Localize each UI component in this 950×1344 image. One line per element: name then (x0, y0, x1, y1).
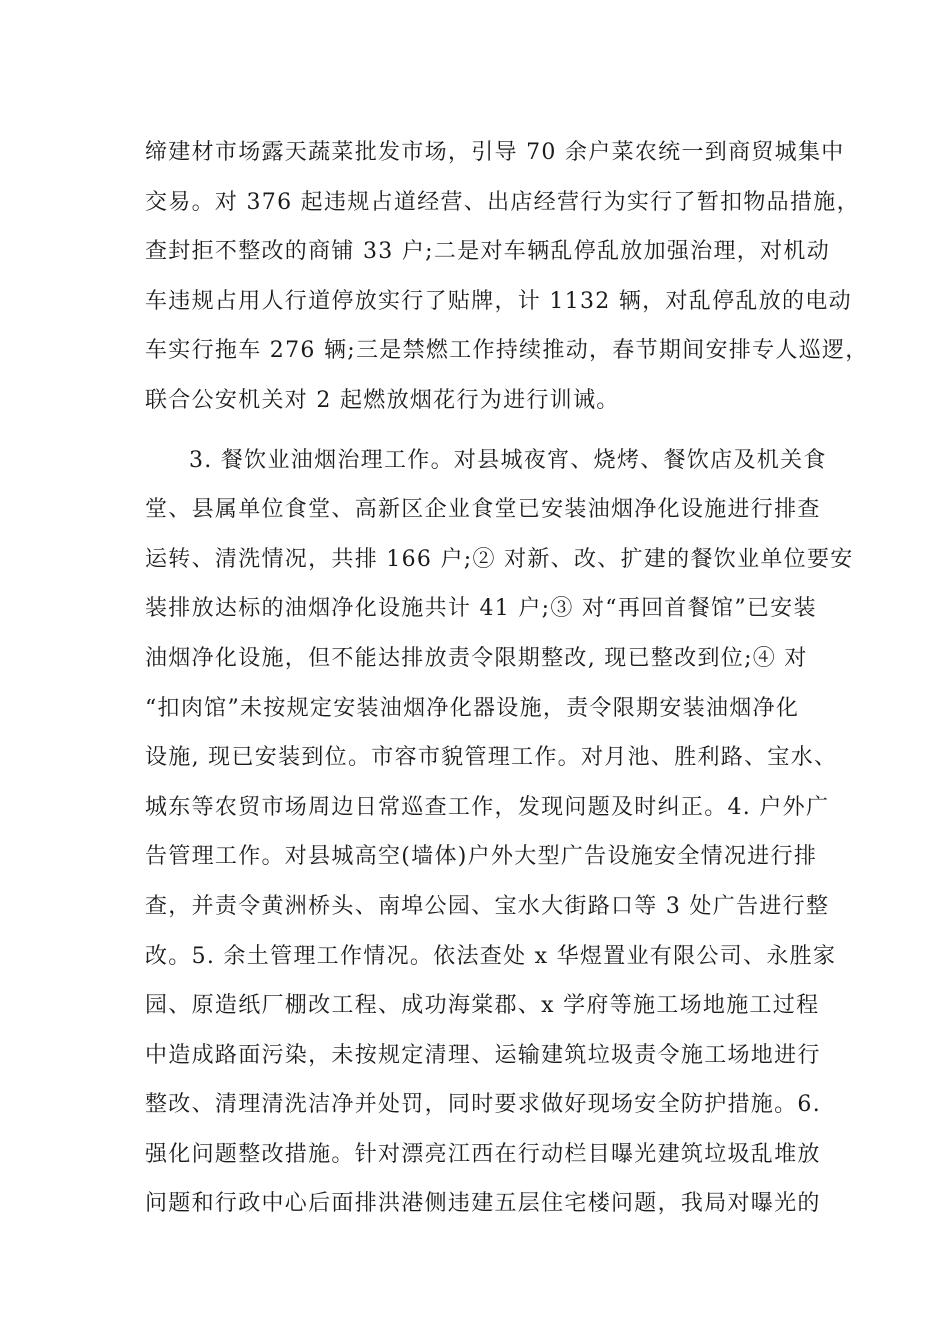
paragraph-2 (145, 436, 854, 1230)
text-line: 装排放达标的油烟净化设施共计 41 户;③ 对“再回首餐馆”已安装 (145, 596, 817, 622)
paragraph-1 (145, 128, 869, 426)
text-line: 堂、县属单位食堂、高新区企业食堂已安装油烟净化设施进行排查 (145, 497, 821, 523)
text-line: 缔建材市场露天蔬菜批发市场，引导 70 余户菜农统一到商贸城集中 (145, 140, 845, 165)
text-line: 问题和行政中心后面排洪港侧违建五层住宅楼问题，我局对曝光的 (145, 1191, 821, 1217)
text-line: 油烟净化设施，但不能达排放责令限期整改, 现已整改到位;④ 对 (145, 645, 808, 671)
text-line: 中造成路面污染，未按规定清理、运输建筑垃圾责令施工场地进行 (145, 1042, 821, 1068)
text-line: 设施, 现已安装到位。市容市貌管理工作。对月池、胜利路、宝水、 (145, 745, 838, 771)
text-line: 运转、清洗情况，共排 166 户;② 对新、改、扩建的餐饮业单位要安 (145, 546, 854, 572)
text-line: 车违规占用人行道停放实行了贴牌，计 1132 辆，对乱停乱放的电动 (145, 288, 852, 314)
document-body (145, 128, 869, 1229)
text-line: 车实行拖车 276 辆;三是禁燃工作持续推动，春节期间安排专人巡逻， (145, 338, 869, 364)
text-line: 联合公安机关对 2 起燃放烟花行为进行训诫。 (145, 387, 620, 413)
text-line: 园、原造纸厂棚改工程、成功海棠郡、x 学府等施工场地施工过程 (145, 993, 820, 1019)
text-line: 告管理工作。对县城高空(墙体)户外大型广告设施安全情况进行排 (145, 844, 818, 870)
text-line: 查封拒不整改的商铺 33 户;二是对车辆乱停乱放加强治理，对机动 (145, 239, 830, 265)
text-line: 交易。对 376 起违规占道经营、出店经营行为实行了暂扣物品措施， (145, 189, 860, 215)
text-line: 改。5. 余土管理工作情况。依法查处 x 华煜置业有限公司、永胜家 (145, 943, 837, 969)
text-line: “扣肉馆”未按规定安装油烟净化器设施，责令限期安装油烟净化 (145, 695, 800, 721)
text-line: 3. 餐饮业油烟治理工作。对县城夜宵、烧烤、餐饮店及机关食 (189, 447, 827, 473)
text-line: 查，并责令黄洲桥头、南埠公园、宝水大街路口等 3 处广告进行整 (145, 893, 830, 919)
text-line: 整改、清理清洗洁净并处罚，同时要求做好现场安全防护措施。6. (145, 1092, 821, 1118)
text-line: 强化问题整改措施。针对漂亮江西在行动栏目曝光建筑垃圾乱堆放 (145, 1141, 821, 1167)
paragraph-gap (145, 426, 807, 436)
text-line: 城东等农贸市场周边日常巡查工作，发现问题及时纠正。4. 户外广 (145, 794, 830, 820)
